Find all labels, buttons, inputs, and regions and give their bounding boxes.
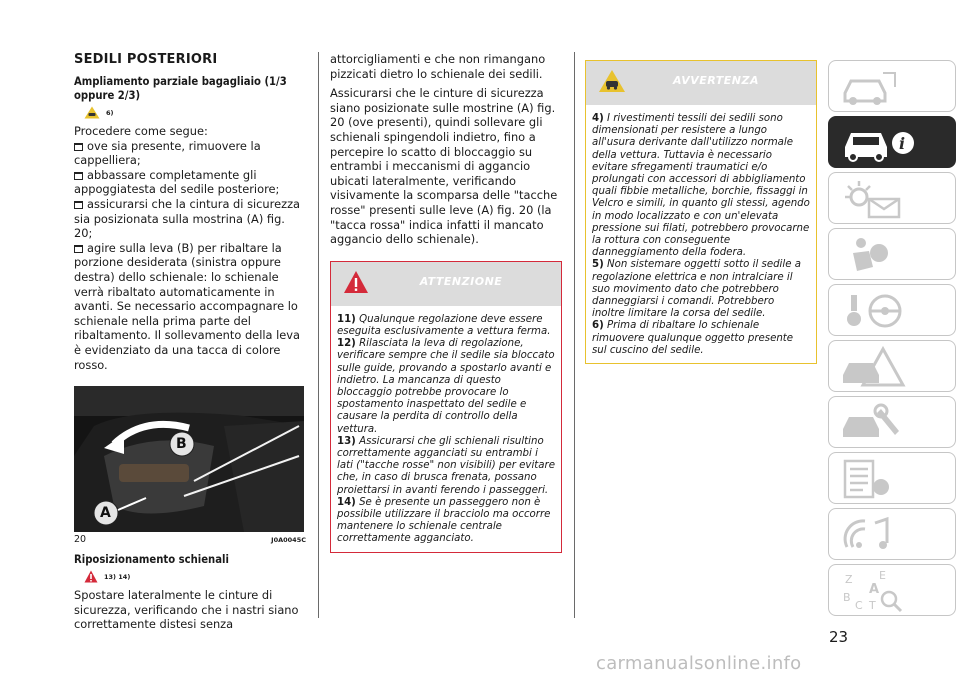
bullet-icon (74, 245, 83, 253)
safety-airbag-icon (839, 233, 899, 277)
warning-body (586, 105, 816, 363)
list-item: 12) Rilasciata la leva di regolazione, verificare sempre che il sedile sia bloccato sulle guide, provando a spostarlo avanti e indietro. La mancanza di questo bloccaggio potrebbe provocare lo spostamento inaspettato del sedile e causare la perdita di controllo della vettura. (337, 338, 555, 435)
column-2 (330, 52, 562, 553)
list-item: 5) Non sistemare oggetti sotto il sedile a regolazione elettrica e non intralciare il suo movimento dato che potrebbero danneggiarsi i comandi. Potrebbero inoltre limitare la corsa del sedile. (592, 259, 801, 320)
warning-box (585, 60, 817, 364)
subtitle-repositioning: Riposizionamento schienali (74, 553, 229, 567)
start-driving-icon (839, 289, 909, 333)
car-dashboard-icon (839, 65, 899, 109)
index-letter-t: T (869, 599, 876, 612)
tab-start-driving[interactable] (828, 284, 956, 336)
attention-refs (84, 570, 306, 583)
reposition-text: Assicurarsi che le cinture di sicurezza siano posizionate sulle mostrine (A) fig. 20 (ove presenti), quindi sollevare gli schienali spingendoli indietro, fino a percepire lo scatto di bloccaggio su entrambi i meccanismi di aggancio ubicati lateralmente, verificando visivamente la scomparsa delle "tacche rosse" presenti sulle leve (A) fig. 20 (la "tacca rossa" indica infatti il mancato aggancio dello schienale). (330, 86, 558, 247)
continued-text: attorcigliamenti e che non rimangano pizzicati dietro lo schienale dei sedili. (330, 52, 546, 81)
list-item: 14) Se è presente un passeggero non è possibile utilizzare il bracciolo ma occorre mantenere lo schienale centrale correttamente agganciato. (337, 496, 551, 545)
list-item: agire sulla leva (B) per ribaltare la porzione desiderata (sinistra oppure destra) dello schienale: lo schienale verrà ribaltato automaticamente in avanti. Se necessario accompagnare lo schienale nella prima parte del ribaltamento. Il sollevamento della leva è evidenziato da una tacca di colore rosso. (74, 240, 301, 372)
subtitle-partial-trunk: Ampliamento parziale bagagliaio (1/3 oppure 2/3) (74, 75, 287, 102)
tab-maintenance[interactable] (828, 396, 956, 448)
technical-data-icon (839, 457, 899, 501)
warning-refs (84, 106, 306, 119)
attention-header (331, 262, 561, 306)
index-letter-e: E (879, 569, 886, 582)
list-item: 6) Prima di ribaltare lo schienale rimuovere qualunque oggetto presente sul cuscino del sedile. (592, 320, 794, 356)
bullet-icon (74, 201, 83, 209)
tab-safety[interactable] (828, 228, 956, 280)
index-letter-b: B (843, 591, 851, 604)
attention-body (331, 306, 561, 552)
tab-index[interactable] (828, 564, 956, 616)
tab-technical-data[interactable] (828, 452, 956, 504)
warning-lights-icon (839, 177, 909, 221)
figure-code: J0A0045C (271, 535, 306, 544)
tab-emergency[interactable] (828, 340, 956, 392)
warning-title: AVVERTENZA (673, 74, 759, 87)
index-letter-a: A (869, 582, 880, 597)
figure-label-a: A (100, 505, 111, 522)
svg-text:i: i (899, 134, 906, 153)
figure-caption (74, 534, 306, 545)
ref-number: 6) (106, 108, 114, 117)
bullet-icon (74, 172, 83, 180)
figure-number: 20 (74, 534, 87, 546)
list-item: assicurarsi che la cintura di sicurezza sia posizionata sulla mostrina (A) fig. 20; (74, 196, 301, 241)
attention-icon (84, 570, 98, 583)
tab-multimedia[interactable] (828, 508, 956, 560)
list-item: 11) Qualunque regolazione deve essere eseguita esclusivamente a vettura ferma. (337, 313, 551, 337)
intro-text: Procedere come segue: (74, 124, 208, 138)
car-info-icon (839, 121, 919, 165)
attention-title: ATTENZIONE (419, 274, 503, 288)
attention-box (330, 261, 562, 553)
multimedia-icon (839, 513, 899, 557)
tab-dashboard[interactable] (828, 60, 956, 112)
ref-numbers: 13) 14) (104, 572, 131, 581)
index-icon (839, 569, 909, 613)
emergency-icon (839, 345, 909, 389)
figure-20-seat-lever (74, 386, 304, 532)
caution-car-icon (84, 106, 100, 119)
section-title: SEDILI POSTERIORI (74, 52, 218, 67)
index-letter-c: C (855, 599, 863, 612)
list-item: abbassare completamente gli appoggiatesta del sedile posteriore; (74, 167, 280, 197)
list-item: ove sia presente, rimuovere la cappelliera; (74, 138, 261, 168)
tab-car-info[interactable] (828, 116, 956, 168)
list-item: 4) I rivestimenti tessili dei sedili sono dimensionati per resistere a lungo all'usura derivante dall'utilizzo normale della vettura. Tuttavia è necessario evitare sfregamenti traumatici e/o prolungati con accessori di abbigliamento quali fibbie metalliche, borchie, fissaggi in Velcro e simili, in quanto gli stessi, agendo in modo localizzato e con un'elevata pressione sui filati, potrebbero provocarne la rottura con conseguente danneggiamento della fodera. (592, 113, 810, 259)
bullet-icon (74, 143, 83, 151)
list-item: 13) Assicurarsi che gli schienali risultino correttamente agganciati su entrambi i lati ("tacche rosse" non visibili) per evitare che, in caso di brusca frenata, possano proiettarsi in avanti ferendo i passeggeri. (337, 435, 555, 496)
column-3 (585, 60, 817, 364)
watermark: carmanualsonline.info (596, 653, 802, 674)
column-1 (74, 52, 306, 632)
tab-warning-lights[interactable] (828, 172, 956, 224)
page-number: 23 (829, 628, 849, 646)
column-divider (574, 52, 575, 618)
repositioning-text: Spostare lateralmente le cinture di sicurezza, verificando che i nastri siano correttamente distesi senza (74, 588, 299, 632)
warning-header (586, 61, 816, 105)
index-letter-z: Z (845, 573, 853, 586)
figure-label-b: B (176, 436, 187, 453)
maintenance-icon (839, 401, 909, 445)
column-divider (318, 52, 319, 618)
